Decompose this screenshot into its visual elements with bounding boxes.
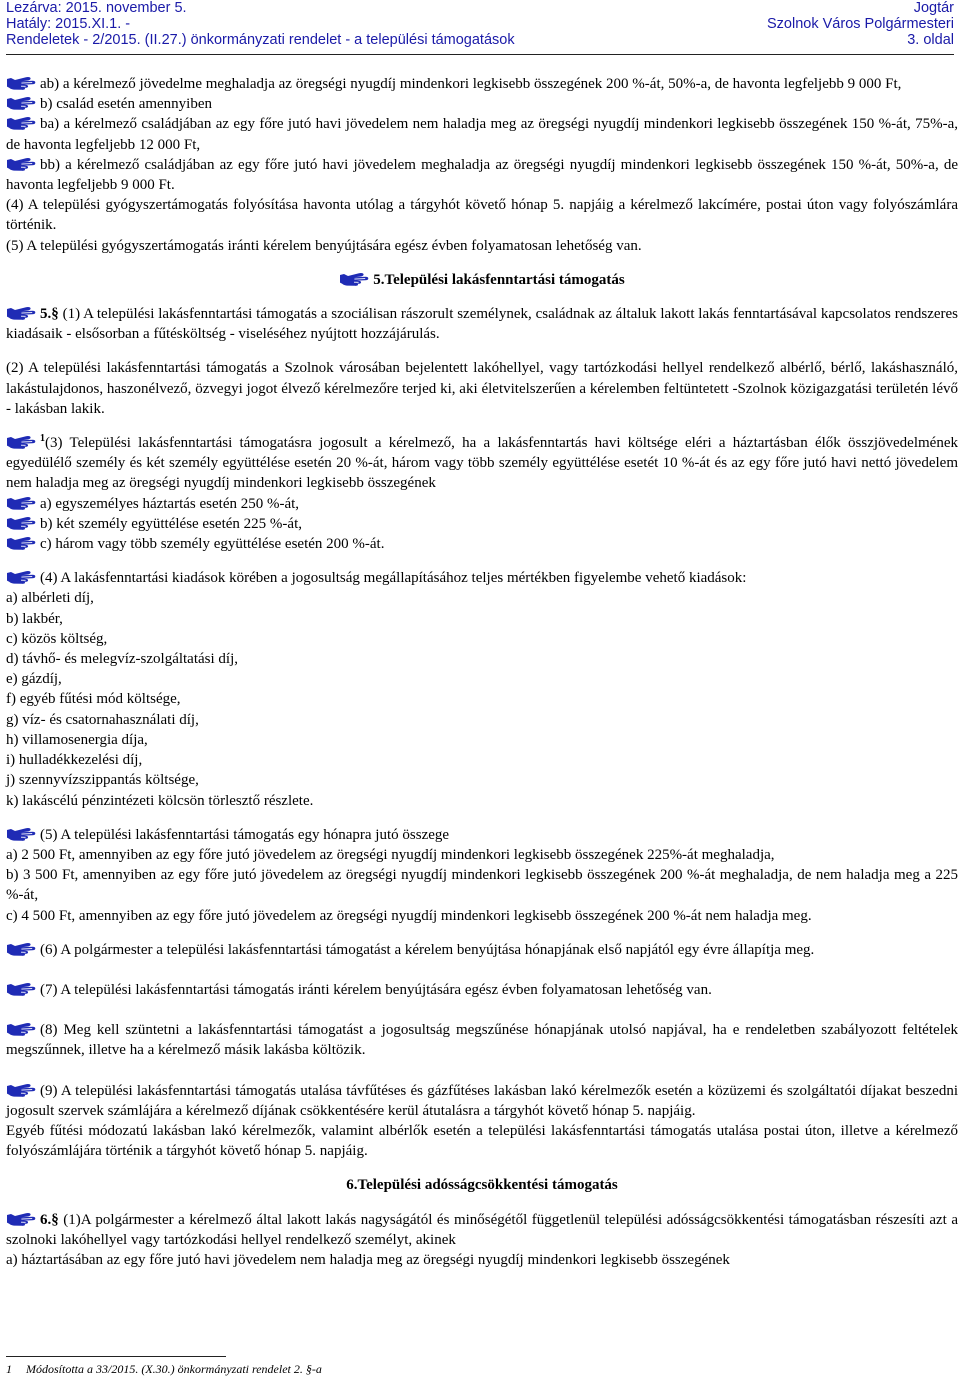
section-5-paragraph-5-c: c) 4 500 Ft, amennyiben az egy főre jutó jövedelem az öregségi nyugdíj mindenkori legkisebb összegének 200 %-át nem haladja meg. xyxy=(6,907,812,924)
pointing-hand-icon[interactable] xyxy=(6,434,36,449)
section-5-paragraph-3-c: c) három vagy több személy együttélése esetén 200 %-át. xyxy=(6,534,958,554)
section-5-paragraph-9: (9) A települési lakásfenntartási támogatás utalása távfűtéses és gázfűtéses lakásban lakó kérelmezők esetén a közüzemi és szolgáltatói díjakat beszedni jogosult szervek számlájára a kérelmező díjának csökkentésére kerül átutalásra a tárgyhót követő hónap 5. napjáig. xyxy=(6,1082,958,1119)
list-item: i) hulladékkezelési díj, xyxy=(6,752,143,769)
section-5-paragraph-3-a: a) egyszemélyes háztartás esetén 250 %-át, xyxy=(6,494,958,514)
section-5-paragraph-5-a: a) 2 500 Ft, amennyiben az egy főre jutó jövedelem az öregségi nyugdíj mindenkori legkisebb összegének 225%-át meghaladja, xyxy=(6,846,775,863)
pointing-hand-icon[interactable] xyxy=(6,75,36,90)
section-5-paragraph-3: $^1$(3) Települési lakásfenntartási támogatásra jogosult a kérelmező, ha a lakásfenntartás havi költsége eléri a háztartásban élők összjövedelmének egyedülélő személy és két személy együttélése esetén 20 %-át, három vagy több személy együttélése esetét 10 %-át és az egy főre jutó havi nettó jövedelem nem haladja meg az öregségi nyugdíj mindenkori legkisebb összegének xyxy=(6,433,958,492)
list-item: d) távhő- és melegvíz-szolgáltatási díj, xyxy=(6,651,239,668)
list-item: e) gázdíj, xyxy=(6,671,62,688)
section-number: 6. xyxy=(40,1211,52,1228)
header-left xyxy=(6,0,515,48)
section-5-paragraph-3-b: b) két személy együttélése esetén 225 %-át, xyxy=(6,514,958,534)
section-5-paragraph-9-continued: Egyéb fűtési módozatú lakásban lakó kérelmezők, valamint albérlők esetén a települési lakásfenntartási támogatás utalása postai úton, illetve a kérelmező folyószámlájára történik a tárgyhót követő hónap 5. napjáig. xyxy=(6,1122,958,1160)
list-item: h) villamosenergia díja, xyxy=(6,731,148,748)
pointing-hand-icon[interactable] xyxy=(6,981,36,996)
section-5-paragraph-6: (6) A polgármester a települési lakásfenntartási támogatást a kérelem benyújtása hónapjának első napjától egy évre állapítja meg. xyxy=(6,940,958,960)
document-title: Rendeletek - 2/2015. (II.27.) önkormányzati rendelet - a települési támogatások xyxy=(6,32,515,48)
list-item: a) albérleti díj, xyxy=(6,590,94,607)
pointing-hand-icon[interactable] xyxy=(6,1211,36,1226)
document-body xyxy=(6,74,958,1270)
section-5-paragraph-1: 5.§ (1) A települési lakásfenntartási támogatás a szociálisan rászorult személynek, családnak az általuk lakott lakás fenntartásával kapcsolatos rendszeres kiadásaik - elsősorban a fűtésköltség - viseléséhez nyújtott hozzájárulás. xyxy=(6,306,958,343)
section-5-paragraph-8: (8) Meg kell szüntetni a lakásfenntartási támogatást a jogosultság megszűnése hónapjának utolsó napjával, ha e rendeletben szabályozott feltételek megszűnnek, illetve ha a kérelmező másik lakásba költözik. xyxy=(6,1022,958,1059)
provision-5: (5) A települési gyógyszertámogatás iránti kérelem benyújtására egész évben folyamatosan lehetőség van. xyxy=(6,237,642,254)
pointing-hand-icon[interactable] xyxy=(6,156,36,171)
pointing-hand-icon[interactable] xyxy=(6,495,36,510)
header-divider xyxy=(6,54,954,55)
list-item: c) közös költség, xyxy=(6,630,108,647)
pointing-hand-icon[interactable] xyxy=(6,95,36,110)
issuer-name: Szolnok Város Polgármesteri xyxy=(767,16,954,32)
pointing-hand-icon[interactable] xyxy=(6,115,36,130)
section-heading-5: 5.Települési lakásfenntartási támogatás xyxy=(6,270,958,290)
provision-4: (4) A települési gyógyszertámogatás folyósítása havonta utólag a tárgyhót követő hónap 5. napjáig a kérelmező lakcímére, postai úton vagy folyószámlára történik. xyxy=(6,197,958,234)
header-right xyxy=(767,0,954,48)
footnote xyxy=(6,1362,322,1376)
section-5-paragraph-5-b: b) 3 500 Ft, amennyiben az egy főre jutó jövedelem az öregségi nyugdíj mindenkori legkisebb összegének 200 %-át meghaladja, de nem haladja meg a 225 %-át, xyxy=(6,867,958,904)
section-5-paragraph-4: (4) A lakásfenntartási kiadások körében a jogosultság megállapításához teljes mértékben figyelembe vehető kiadások: xyxy=(6,568,958,588)
list-item: k) lakáscélú pénzintézeti kölcsön törlesztő részlete. xyxy=(6,792,314,809)
section-5-paragraph-5: (5) A települési lakásfenntartási támogatás egy hónapra jutó összege xyxy=(6,825,958,845)
closing-date: Lezárva: 2015. november 5. xyxy=(6,0,187,16)
list-item: b) lakbér, xyxy=(6,610,63,627)
provision-ba: ba) a kérelmező családjában az egy főre jutó havi jövedelem nem haladja meg az öregségi nyugdíj mindenkori legkisebb összegének 150 %-át, 75%-a, de havonta legfeljebb 12 000 Ft, xyxy=(6,116,958,153)
pointing-hand-icon[interactable] xyxy=(6,826,36,841)
section-heading-6: 6.Települési adósságcsökkentési támogatás xyxy=(346,1177,618,1194)
list-item: j) szennyvízszippantás költsége, xyxy=(6,772,199,789)
section-sign[interactable]: § xyxy=(51,306,59,323)
footnote-number: 1 xyxy=(6,1362,12,1376)
provision-ab: ab) a kérelmező jövedelme meghaladja az öregségi nyugdíj mindenkori legkisebb összegének 200 %-át, 50%-a, de havonta legfeljebb 9 000 Ft, xyxy=(6,74,958,94)
list-item: f) egyéb fűtési mód költsége, xyxy=(6,691,181,708)
page-number: 3. oldal xyxy=(907,32,954,48)
pointing-hand-icon[interactable] xyxy=(339,271,369,286)
list-item: g) víz- és csatornahasználati díj, xyxy=(6,711,199,728)
provision-b: b) család esetén amennyiben xyxy=(6,94,958,114)
pointing-hand-icon[interactable] xyxy=(6,515,36,530)
section-6-paragraph-1-a: a) háztartásában az egy főre jutó havi jövedelem nem haladja meg az öregségi nyugdíj mindenkori legkisebb összegének xyxy=(6,1251,730,1268)
section-6-paragraph-1: 6.§ (1)A polgármester a kérelmező által lakott lakás nagyságától és minőségétől függetlenül települési adósságcsökkentési támogatásban részesíti azt a szolnoki lakóhellyel vagy tartózkodási hellyel rendelkező személyt, akinek xyxy=(6,1211,959,1248)
page-header xyxy=(6,0,954,50)
section-number: 5. xyxy=(40,306,52,323)
section-sign[interactable]: § xyxy=(51,1211,59,1228)
footnote-reference[interactable]: 1 xyxy=(40,433,45,445)
publisher-name: Jogtár xyxy=(913,0,954,16)
section-5-paragraph-7: (7) A települési lakásfenntartási támogatás iránti kérelem benyújtására egész évben folyamatosan lehetőség van. xyxy=(6,980,958,1000)
footnote-text: Módosította a 33/2015. (X.30.) önkormányzati rendelet 2. §-a xyxy=(26,1362,322,1376)
footnote-divider xyxy=(6,1356,226,1357)
provision-bb: bb) a kérelmező családjában az egy főre jutó havi jövedelem meghaladja az öregségi nyugdíj mindenkori legkisebb összegének 150 %-át, 50%-a, de havonta legfeljebb 9 000 Ft. xyxy=(6,156,958,194)
pointing-hand-icon[interactable] xyxy=(6,1021,36,1036)
validity-date: Hatály: 2015.XI.1. - xyxy=(6,16,131,32)
pointing-hand-icon[interactable] xyxy=(6,535,36,550)
section-5-paragraph-2: (2) A települési lakásfenntartási támogatás a Szolnok városában bejelentett lakóhellyel, vagy tartózkodási hellyel rendelkező albérlő, bérlő, lakáshasználó, lakástulajdonos, haszonélvező, özvegyi jogot élvező kérelmezőre terjed ki, aki életvitelszerűen a kérelemben feltüntetett -Szolnok közigazgatási területén lévő - lakásban lakik. xyxy=(6,360,958,417)
pointing-hand-icon[interactable] xyxy=(6,941,36,956)
pointing-hand-icon[interactable] xyxy=(6,569,36,584)
pointing-hand-icon[interactable] xyxy=(6,305,36,320)
pointing-hand-icon[interactable] xyxy=(6,1082,36,1097)
